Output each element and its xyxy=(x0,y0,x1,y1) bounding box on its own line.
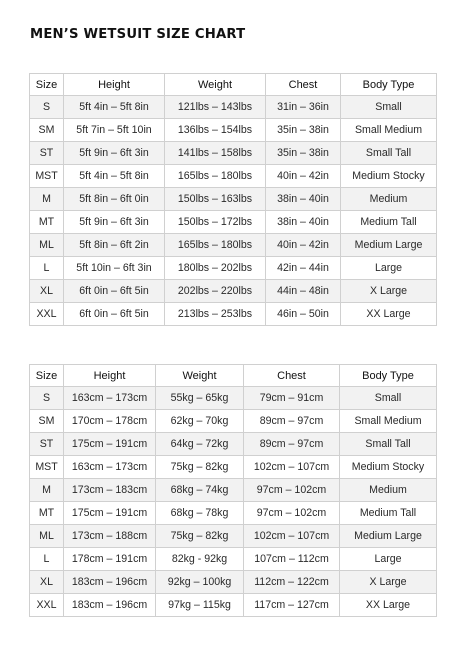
cell-height: 173cm – 188cm xyxy=(64,525,156,548)
cell-height: 5ft 8in – 6ft 0in xyxy=(64,188,165,211)
table-row xyxy=(30,119,437,142)
column-header-height: Height xyxy=(64,74,165,96)
cell-chest: 35in – 38in xyxy=(266,119,341,142)
cell-size: MST xyxy=(30,165,64,188)
cell-weight: 121lbs – 143lbs xyxy=(165,96,266,119)
column-header-body-type: Body Type xyxy=(341,74,437,96)
table-row xyxy=(30,387,437,410)
table-row xyxy=(30,594,437,617)
cell-size: L xyxy=(30,548,64,571)
metric-size-table xyxy=(29,364,437,617)
cell-height: 5ft 9in – 6ft 3in xyxy=(64,142,165,165)
cell-body-type: Medium Stocky xyxy=(340,456,437,479)
cell-body-type: Medium Large xyxy=(340,525,437,548)
cell-weight: 75kg – 82kg xyxy=(156,456,244,479)
cell-chest: 97cm – 102cm xyxy=(244,502,340,525)
table-row xyxy=(30,303,437,326)
cell-size: XXL xyxy=(30,303,64,326)
page-title: MEN’S WETSUIT SIZE CHART xyxy=(30,27,246,42)
cell-weight: 62kg – 70kg xyxy=(156,410,244,433)
cell-height: 5ft 10in – 6ft 3in xyxy=(64,257,165,280)
cell-weight: 150lbs – 163lbs xyxy=(165,188,266,211)
cell-body-type: Medium Tall xyxy=(340,502,437,525)
cell-size: XL xyxy=(30,571,64,594)
table-row xyxy=(30,188,437,211)
table-row xyxy=(30,96,437,119)
cell-body-type: XX Large xyxy=(341,303,437,326)
cell-size: S xyxy=(30,96,64,119)
cell-body-type: Medium Large xyxy=(341,234,437,257)
column-header-size: Size xyxy=(30,365,64,387)
cell-weight: 75kg – 82kg xyxy=(156,525,244,548)
cell-body-type: Large xyxy=(340,548,437,571)
table-row xyxy=(30,525,437,548)
cell-size: ST xyxy=(30,142,64,165)
cell-chest: 89cm – 97cm xyxy=(244,433,340,456)
cell-weight: 165lbs – 180lbs xyxy=(165,165,266,188)
cell-size: MT xyxy=(30,502,64,525)
cell-size: SM xyxy=(30,119,64,142)
cell-body-type: Small xyxy=(341,96,437,119)
table-row xyxy=(30,456,437,479)
cell-weight: 68kg – 74kg xyxy=(156,479,244,502)
table-row xyxy=(30,234,437,257)
cell-height: 6ft 0in – 6ft 5in xyxy=(64,280,165,303)
cell-size: ML xyxy=(30,234,64,257)
cell-chest: 38in – 40in xyxy=(266,211,341,234)
cell-size: XL xyxy=(30,280,64,303)
cell-chest: 112cm – 122cm xyxy=(244,571,340,594)
cell-body-type: Small Medium xyxy=(340,410,437,433)
cell-height: 5ft 7in – 5ft 10in xyxy=(64,119,165,142)
cell-height: 175cm – 191cm xyxy=(64,433,156,456)
cell-weight: 97kg – 115kg xyxy=(156,594,244,617)
cell-body-type: Small Tall xyxy=(340,433,437,456)
table-row xyxy=(30,211,437,234)
cell-chest: 40in – 42in xyxy=(266,234,341,257)
table-header-row xyxy=(30,74,437,96)
cell-body-type: Large xyxy=(341,257,437,280)
table-row xyxy=(30,165,437,188)
cell-height: 5ft 4in – 5ft 8in xyxy=(64,96,165,119)
table-row xyxy=(30,142,437,165)
cell-chest: 46in – 50in xyxy=(266,303,341,326)
column-header-size: Size xyxy=(30,74,64,96)
cell-size: SM xyxy=(30,410,64,433)
cell-weight: 213lbs – 253lbs xyxy=(165,303,266,326)
cell-body-type: XX Large xyxy=(340,594,437,617)
cell-weight: 136lbs – 154lbs xyxy=(165,119,266,142)
table-row xyxy=(30,479,437,502)
cell-chest: 89cm – 97cm xyxy=(244,410,340,433)
column-header-weight: Weight xyxy=(156,365,244,387)
cell-chest: 42in – 44in xyxy=(266,257,341,280)
cell-size: M xyxy=(30,479,64,502)
cell-height: 5ft 4in – 5ft 8in xyxy=(64,165,165,188)
cell-chest: 31in – 36in xyxy=(266,96,341,119)
cell-height: 170cm – 178cm xyxy=(64,410,156,433)
cell-chest: 44in – 48in xyxy=(266,280,341,303)
cell-body-type: Medium Tall xyxy=(341,211,437,234)
cell-weight: 141lbs – 158lbs xyxy=(165,142,266,165)
table-row xyxy=(30,257,437,280)
cell-chest: 107cm – 112cm xyxy=(244,548,340,571)
cell-height: 5ft 8in – 6ft 2in xyxy=(64,234,165,257)
cell-body-type: Small Medium xyxy=(341,119,437,142)
table-row xyxy=(30,433,437,456)
column-header-chest: Chest xyxy=(266,74,341,96)
cell-height: 178cm – 191cm xyxy=(64,548,156,571)
cell-body-type: X Large xyxy=(340,571,437,594)
cell-size: S xyxy=(30,387,64,410)
cell-height: 183cm – 196cm xyxy=(64,571,156,594)
cell-height: 175cm – 191cm xyxy=(64,502,156,525)
cell-body-type: Small xyxy=(340,387,437,410)
cell-weight: 180lbs – 202lbs xyxy=(165,257,266,280)
cell-size: MT xyxy=(30,211,64,234)
cell-height: 6ft 0in – 6ft 5in xyxy=(64,303,165,326)
cell-weight: 82kg - 92kg xyxy=(156,548,244,571)
cell-chest: 102cm – 107cm xyxy=(244,525,340,548)
cell-weight: 68kg – 78kg xyxy=(156,502,244,525)
column-header-weight: Weight xyxy=(165,74,266,96)
cell-height: 173cm – 183cm xyxy=(64,479,156,502)
cell-weight: 165lbs – 180lbs xyxy=(165,234,266,257)
cell-chest: 117cm – 127cm xyxy=(244,594,340,617)
cell-chest: 102cm – 107cm xyxy=(244,456,340,479)
cell-height: 163cm – 173cm xyxy=(64,387,156,410)
cell-size: MST xyxy=(30,456,64,479)
cell-weight: 55kg – 65kg xyxy=(156,387,244,410)
cell-height: 183cm – 196cm xyxy=(64,594,156,617)
cell-chest: 97cm – 102cm xyxy=(244,479,340,502)
cell-weight: 202lbs – 220lbs xyxy=(165,280,266,303)
cell-size: XXL xyxy=(30,594,64,617)
cell-weight: 64kg – 72kg xyxy=(156,433,244,456)
cell-chest: 79cm – 91cm xyxy=(244,387,340,410)
table-row xyxy=(30,280,437,303)
cell-body-type: Medium Stocky xyxy=(341,165,437,188)
cell-weight: 150lbs – 172lbs xyxy=(165,211,266,234)
table-row xyxy=(30,571,437,594)
cell-body-type: Small Tall xyxy=(341,142,437,165)
column-header-body-type: Body Type xyxy=(340,365,437,387)
cell-size: M xyxy=(30,188,64,211)
table-row xyxy=(30,502,437,525)
cell-chest: 40in – 42in xyxy=(266,165,341,188)
table-row xyxy=(30,548,437,571)
imperial-size-table xyxy=(29,73,437,326)
cell-body-type: Medium xyxy=(340,479,437,502)
table-header-row xyxy=(30,365,437,387)
cell-height: 5ft 9in – 6ft 3in xyxy=(64,211,165,234)
cell-height: 163cm – 173cm xyxy=(64,456,156,479)
cell-size: L xyxy=(30,257,64,280)
cell-chest: 38in – 40in xyxy=(266,188,341,211)
cell-body-type: X Large xyxy=(341,280,437,303)
cell-body-type: Medium xyxy=(341,188,437,211)
column-header-chest: Chest xyxy=(244,365,340,387)
cell-size: ML xyxy=(30,525,64,548)
table-row xyxy=(30,410,437,433)
cell-weight: 92kg – 100kg xyxy=(156,571,244,594)
cell-chest: 35in – 38in xyxy=(266,142,341,165)
column-header-height: Height xyxy=(64,365,156,387)
cell-size: ST xyxy=(30,433,64,456)
